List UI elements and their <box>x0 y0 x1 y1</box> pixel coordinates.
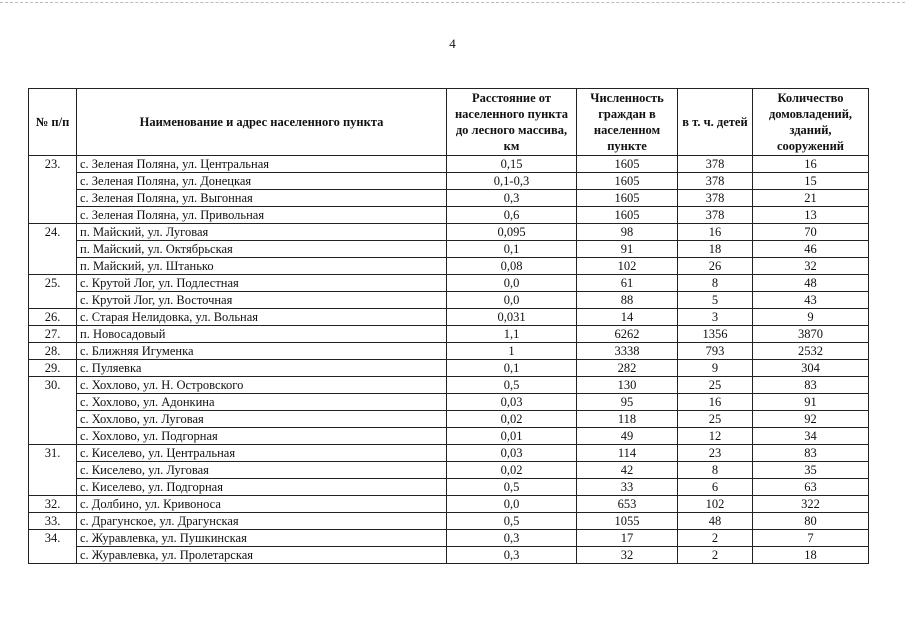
settlement-name: с. Пуляевка <box>77 360 447 377</box>
distance-value: 0,6 <box>447 207 577 224</box>
table-row <box>29 309 869 326</box>
row-number: 31. <box>29 445 77 496</box>
distance-value: 1,1 <box>447 326 577 343</box>
settlement-name: с. Старая Нелидовка, ул. Вольная <box>77 309 447 326</box>
page-number: 4 <box>449 36 456 51</box>
population-value: 17 <box>577 530 678 547</box>
households-value: 13 <box>753 207 869 224</box>
households-value: 63 <box>753 479 869 496</box>
header-households: Количество домовладений, зданий, сооружений <box>753 89 869 156</box>
table-row <box>29 224 869 241</box>
settlement-name: с. Драгунское, ул. Драгунская <box>77 513 447 530</box>
households-value: 83 <box>753 445 869 462</box>
children-value: 16 <box>678 394 753 411</box>
settlement-name: с. Зеленая Поляна, ул. Привольная <box>77 207 447 224</box>
settlement-name: с. Хохлово, ул. Подгорная <box>77 428 447 445</box>
households-value: 43 <box>753 292 869 309</box>
settlement-name: п. Майский, ул. Октябрьская <box>77 241 447 258</box>
households-value: 18 <box>753 547 869 564</box>
population-value: 6262 <box>577 326 678 343</box>
settlement-name: с. Долбино, ул. Кривоноса <box>77 496 447 513</box>
row-number: 27. <box>29 326 77 343</box>
distance-value: 0,5 <box>447 513 577 530</box>
households-value: 2532 <box>753 343 869 360</box>
distance-value: 0,5 <box>447 479 577 496</box>
settlements-table <box>28 88 869 564</box>
children-value: 9 <box>678 360 753 377</box>
distance-value: 0,3 <box>447 530 577 547</box>
children-value: 18 <box>678 241 753 258</box>
households-value: 83 <box>753 377 869 394</box>
households-value: 48 <box>753 275 869 292</box>
children-value: 2 <box>678 547 753 564</box>
table-row <box>29 428 869 445</box>
settlement-name: с. Хохлово, ул. Н. Островского <box>77 377 447 394</box>
table-header-row <box>29 89 869 156</box>
children-value: 378 <box>678 156 753 173</box>
settlement-name: с. Ближняя Игуменка <box>77 343 447 360</box>
children-value: 3 <box>678 309 753 326</box>
population-value: 1605 <box>577 173 678 190</box>
households-value: 15 <box>753 173 869 190</box>
population-value: 653 <box>577 496 678 513</box>
population-value: 95 <box>577 394 678 411</box>
table-row <box>29 241 869 258</box>
table-row <box>29 411 869 428</box>
header-children: в т. ч. детей <box>678 89 753 156</box>
row-number: 28. <box>29 343 77 360</box>
population-value: 1605 <box>577 207 678 224</box>
households-value: 80 <box>753 513 869 530</box>
table-row <box>29 496 869 513</box>
settlement-name: с. Зеленая Поляна, ул. Центральная <box>77 156 447 173</box>
distance-value: 0,5 <box>447 377 577 394</box>
population-value: 61 <box>577 275 678 292</box>
settlement-name: с. Зеленая Поляна, ул. Донецкая <box>77 173 447 190</box>
distance-value: 0,3 <box>447 190 577 207</box>
children-value: 8 <box>678 462 753 479</box>
distance-value: 0,0 <box>447 292 577 309</box>
households-value: 304 <box>753 360 869 377</box>
children-value: 6 <box>678 479 753 496</box>
distance-value: 0,15 <box>447 156 577 173</box>
settlement-name: с. Хохлово, ул. Луговая <box>77 411 447 428</box>
table-row <box>29 360 869 377</box>
children-value: 23 <box>678 445 753 462</box>
table-row <box>29 326 869 343</box>
population-value: 102 <box>577 258 678 275</box>
population-value: 3338 <box>577 343 678 360</box>
households-value: 35 <box>753 462 869 479</box>
distance-value: 0,1-0,3 <box>447 173 577 190</box>
population-value: 49 <box>577 428 678 445</box>
settlement-name: с. Киселево, ул. Подгорная <box>77 479 447 496</box>
population-value: 1605 <box>577 156 678 173</box>
row-number: 23. <box>29 156 77 224</box>
children-value: 5 <box>678 292 753 309</box>
table-row <box>29 513 869 530</box>
distance-value: 0,0 <box>447 275 577 292</box>
population-value: 32 <box>577 547 678 564</box>
distance-value: 0,095 <box>447 224 577 241</box>
population-value: 282 <box>577 360 678 377</box>
children-value: 16 <box>678 224 753 241</box>
households-value: 7 <box>753 530 869 547</box>
children-value: 25 <box>678 377 753 394</box>
children-value: 8 <box>678 275 753 292</box>
table-row <box>29 377 869 394</box>
distance-value: 0,02 <box>447 462 577 479</box>
table-row <box>29 462 869 479</box>
settlement-name: с. Журавлевка, ул. Пролетарская <box>77 547 447 564</box>
children-value: 378 <box>678 190 753 207</box>
header-settlement-name: Наименование и адрес населенного пункта <box>77 89 447 156</box>
settlement-name: с. Зеленая Поляна, ул. Выгонная <box>77 190 447 207</box>
settlement-name: с. Киселево, ул. Центральная <box>77 445 447 462</box>
table-row <box>29 275 869 292</box>
settlement-name: с. Киселево, ул. Луговая <box>77 462 447 479</box>
population-value: 130 <box>577 377 678 394</box>
header-number: № п/п <box>29 89 77 156</box>
settlement-name: с. Крутой Лог, ул. Восточная <box>77 292 447 309</box>
children-value: 48 <box>678 513 753 530</box>
row-number: 29. <box>29 360 77 377</box>
row-number: 34. <box>29 530 77 564</box>
table-row <box>29 445 869 462</box>
header-population: Численность граждан в населенном пункте <box>577 89 678 156</box>
population-value: 33 <box>577 479 678 496</box>
households-value: 3870 <box>753 326 869 343</box>
table-row <box>29 258 869 275</box>
table-row <box>29 292 869 309</box>
children-value: 1356 <box>678 326 753 343</box>
table-row <box>29 394 869 411</box>
children-value: 25 <box>678 411 753 428</box>
row-number: 33. <box>29 513 77 530</box>
households-value: 32 <box>753 258 869 275</box>
children-value: 378 <box>678 207 753 224</box>
population-value: 88 <box>577 292 678 309</box>
distance-value: 0,1 <box>447 360 577 377</box>
table-row <box>29 207 869 224</box>
distance-value: 0,08 <box>447 258 577 275</box>
settlement-name: п. Майский, ул. Луговая <box>77 224 447 241</box>
children-value: 378 <box>678 173 753 190</box>
households-value: 91 <box>753 394 869 411</box>
table-body <box>29 156 869 564</box>
population-value: 1605 <box>577 190 678 207</box>
population-value: 1055 <box>577 513 678 530</box>
row-number: 32. <box>29 496 77 513</box>
distance-value: 0,0 <box>447 496 577 513</box>
households-value: 21 <box>753 190 869 207</box>
distance-value: 1 <box>447 343 577 360</box>
distance-value: 0,02 <box>447 411 577 428</box>
table-row <box>29 530 869 547</box>
row-number: 26. <box>29 309 77 326</box>
row-number: 25. <box>29 275 77 309</box>
population-value: 42 <box>577 462 678 479</box>
population-value: 98 <box>577 224 678 241</box>
households-value: 16 <box>753 156 869 173</box>
children-value: 102 <box>678 496 753 513</box>
households-value: 92 <box>753 411 869 428</box>
households-value: 70 <box>753 224 869 241</box>
households-value: 322 <box>753 496 869 513</box>
distance-value: 0,03 <box>447 394 577 411</box>
population-value: 118 <box>577 411 678 428</box>
row-number: 30. <box>29 377 77 445</box>
population-value: 114 <box>577 445 678 462</box>
population-value: 14 <box>577 309 678 326</box>
row-number: 24. <box>29 224 77 275</box>
table-row <box>29 173 869 190</box>
table-row <box>29 547 869 564</box>
settlement-name: с. Крутой Лог, ул. Подлестная <box>77 275 447 292</box>
scan-top-edge <box>0 2 905 4</box>
children-value: 12 <box>678 428 753 445</box>
header-distance: Расстояние от населенного пункта до лесного массива, км <box>447 89 577 156</box>
children-value: 793 <box>678 343 753 360</box>
settlement-name: с. Журавлевка, ул. Пушкинская <box>77 530 447 547</box>
households-value: 34 <box>753 428 869 445</box>
distance-value: 0,01 <box>447 428 577 445</box>
households-value: 9 <box>753 309 869 326</box>
table-row <box>29 156 869 173</box>
settlement-name: с. Хохлово, ул. Адонкина <box>77 394 447 411</box>
settlement-name: п. Новосадовый <box>77 326 447 343</box>
table-row <box>29 343 869 360</box>
distance-value: 0,1 <box>447 241 577 258</box>
settlement-name: п. Майский, ул. Штанько <box>77 258 447 275</box>
distance-value: 0,03 <box>447 445 577 462</box>
table-row <box>29 479 869 496</box>
distance-value: 0,031 <box>447 309 577 326</box>
children-value: 26 <box>678 258 753 275</box>
children-value: 2 <box>678 530 753 547</box>
population-value: 91 <box>577 241 678 258</box>
distance-value: 0,3 <box>447 547 577 564</box>
households-value: 46 <box>753 241 869 258</box>
table-row <box>29 190 869 207</box>
